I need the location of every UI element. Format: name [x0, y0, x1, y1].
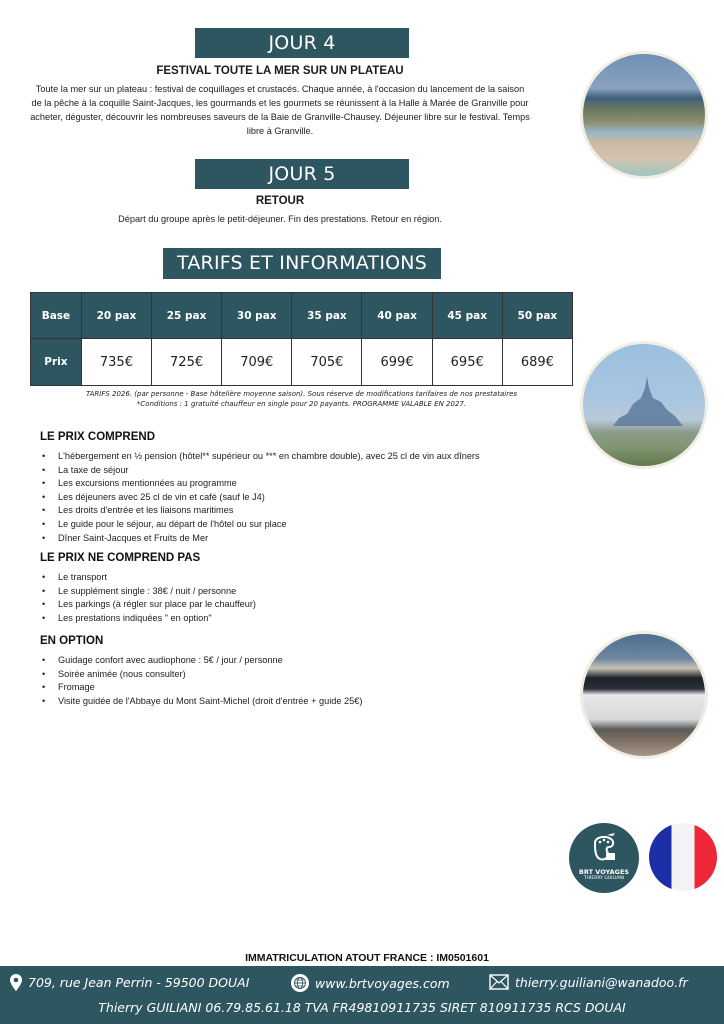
- price-cell: 689€: [502, 339, 572, 386]
- day4-title: FESTIVAL TOUTE LA MER SUR UN PLATEAU: [156, 65, 404, 77]
- header-cell: 40 pax: [362, 293, 432, 339]
- footer: [0, 966, 724, 1024]
- day5-heading: JOUR 5: [195, 159, 409, 189]
- conditions-note: *Conditions : 1 gratuité chauffeur en single pour 20 payants. PROGRAMME VALABLE EN 2027.: [136, 400, 467, 408]
- price-cell: 725€: [152, 339, 222, 386]
- options-list: [40, 654, 362, 708]
- logo-name: BRT VOYAGES: [578, 868, 630, 876]
- beach-photo: [580, 51, 708, 179]
- price-table: [30, 292, 573, 386]
- header-base: Base: [31, 293, 82, 339]
- header-cell: 50 pax: [502, 293, 572, 339]
- header-cell: 45 pax: [432, 293, 502, 339]
- mont-saint-michel-photo: [580, 341, 708, 469]
- includes-title: LE PRIX COMPREND: [40, 431, 156, 443]
- list-item: • Les parkings (à régler sur place par le chauffeur): [40, 598, 256, 612]
- excludes-list: [40, 571, 256, 625]
- france-flag-icon: [649, 823, 717, 891]
- footer-legal: Thierry GUILIANI 06.79.85.61.18 TVA FR49810911735 SIRET 810911735 RCS DOUAI: [98, 1000, 626, 1015]
- list-item: • Les excursions mentionnées au programme: [40, 477, 480, 491]
- options-title: EN OPTION: [40, 635, 104, 647]
- table-price-row: [31, 339, 573, 386]
- registration-number: IMMATRICULATION ATOUT FRANCE : IM0501601: [245, 952, 489, 964]
- header-cell: 35 pax: [292, 293, 362, 339]
- list-item: • Fromage: [40, 681, 362, 695]
- location-pin-icon: [10, 974, 22, 991]
- table-header-row: [31, 293, 573, 339]
- header-cell: 25 pax: [152, 293, 222, 339]
- list-item: • Les prestations indiquées " en option": [40, 612, 256, 626]
- envelope-icon: [489, 974, 509, 990]
- list-item: • La taxe de séjour: [40, 464, 480, 478]
- logo-subtitle: THIERRY GUILIANI: [583, 876, 625, 881]
- price-cell: 735€: [81, 339, 151, 386]
- header-cell: 30 pax: [222, 293, 292, 339]
- price-cell: 695€: [432, 339, 502, 386]
- excludes-title: LE PRIX NE COMPREND PAS: [40, 552, 201, 564]
- coach-bus-photo: [580, 631, 708, 759]
- price-cell: 705€: [292, 339, 362, 386]
- day5-description: Départ du groupe après le petit-déjeuner. Fin des prestations. Retour en région.: [118, 214, 442, 224]
- email-link[interactable]: thierry.guiliani@wanadoo.fr: [515, 974, 688, 990]
- footer-email[interactable]: [489, 974, 688, 990]
- list-item: • Le guide pour le séjour, au départ de l'hôtel ou sur place: [40, 518, 480, 532]
- row-label-prix: Prix: [31, 339, 82, 386]
- website-link[interactable]: www.brtvoyages.com: [315, 975, 450, 991]
- list-item: • Le transport: [40, 571, 256, 585]
- list-item: • Dîner Saint-Jacques et Fruits de Mer: [40, 532, 480, 546]
- list-item: • Le supplément single : 38€ / nuit / personne: [40, 585, 256, 599]
- tarifs-heading: TARIFS ET INFORMATIONS: [163, 248, 441, 279]
- day4-description: Toute la mer sur un plateau : festival de coquillages et crustacés. Chaque année, à l'occasion du lancement de la saison de la pêche à la coquille Saint-Jacques, les gourmands et les gourmets se réunissent à la Halle à Marée de Granville pour acheter, déguster, découvrir les nombreuses saveurs de la Baie de Granville-Chausey. Déjeuner libre sur le festival. Temps libre à Granville.: [30, 84, 530, 136]
- list-item: • Visite guidée de l'Abbaye du Mont Saint-Michel (droit d'entrée + guide 25€): [40, 695, 362, 709]
- abbey-silhouette-icon: [613, 374, 683, 434]
- list-item: • Soirée animée (nous consulter): [40, 668, 362, 682]
- list-item: • L'hébergement en ½ pension (hôtel** supérieur ou *** en chambre double), avec 25 cl de vin aux dîners: [40, 450, 480, 464]
- day4-heading: JOUR 4: [195, 28, 409, 58]
- day5-title: RETOUR: [255, 195, 305, 207]
- price-cell: 699€: [362, 339, 432, 386]
- tarifs-note: TARIFS 2026. (par personne - Base hôtelière moyenne saison). Sous réserve de modifications tarifaires de nos prestataires: [85, 390, 518, 398]
- list-item: • Les déjeuners avec 25 cl de vin et café (sauf le J4): [40, 491, 480, 505]
- includes-list: [40, 450, 480, 545]
- price-cell: 709€: [222, 339, 292, 386]
- header-cell: 20 pax: [81, 293, 151, 339]
- list-item: • Les droits d'entrée et les liaisons maritimes: [40, 504, 480, 518]
- footer-website[interactable]: [291, 974, 450, 992]
- footer-address: [10, 974, 249, 991]
- list-item: • Guidage confort avec audiophone : 5€ / jour / personne: [40, 654, 362, 668]
- palette-plane-icon: [591, 833, 617, 865]
- address-text: 709, rue Jean Perrin - 59500 DOUAI: [28, 975, 250, 990]
- brt-voyages-logo: [569, 823, 639, 893]
- globe-icon: [291, 974, 309, 992]
